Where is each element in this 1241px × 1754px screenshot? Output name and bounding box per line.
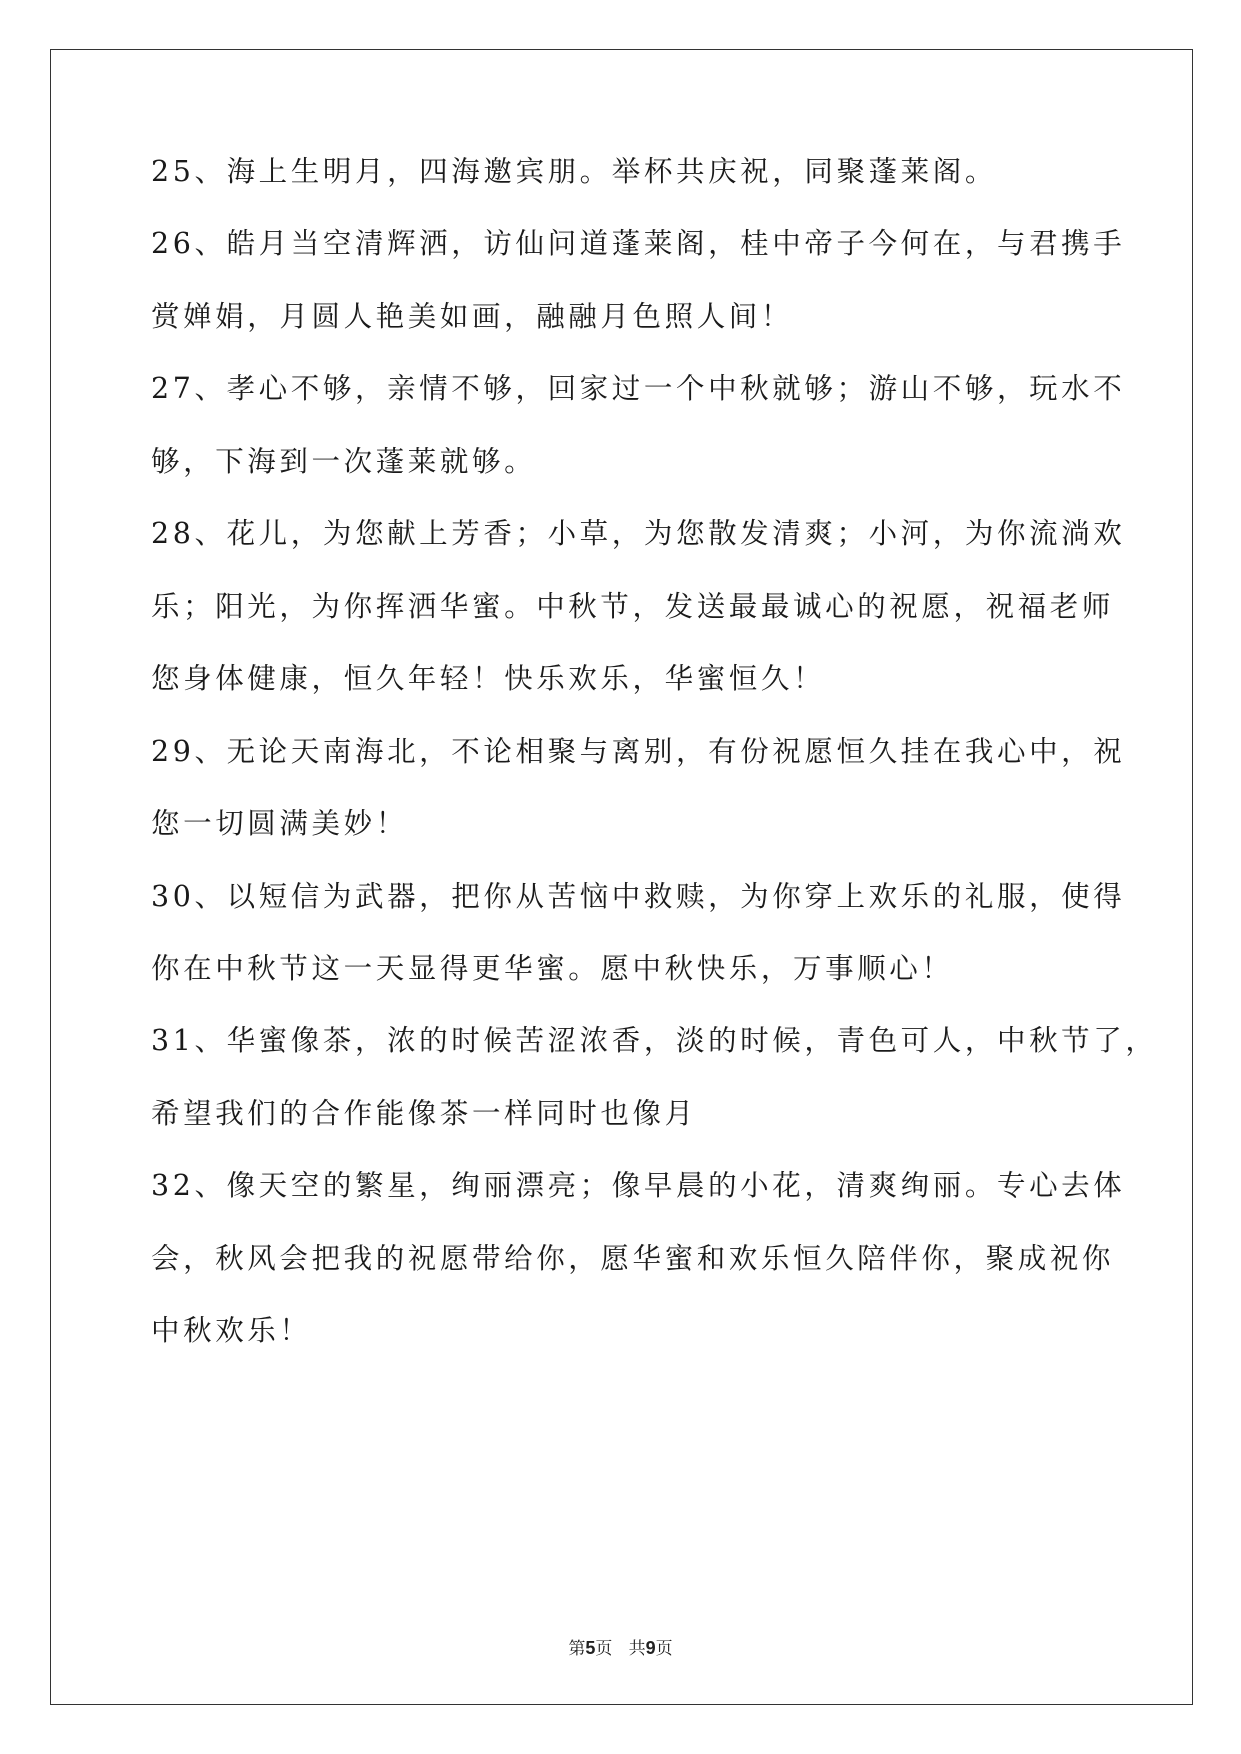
text-line: 27、孝心不够，亲情不够，回家过一个中秋就够；游山不够，玩水不 — [151, 372, 1126, 405]
text-line: 乐；阳光，为你挥洒华蜜。中秋节，发送最最诚心的祝愿，祝福老师 — [151, 590, 1115, 623]
text-line: 31、华蜜像茶，浓的时候苦涩浓香，淡的时候，青色可人，中秋节了， — [151, 1024, 1158, 1057]
text-line: 您身体健康，恒久年轻！快乐欢乐，华蜜恒久！ — [151, 662, 826, 695]
text-line: 您一切圆满美妙！ — [151, 807, 408, 840]
text-line: 中秋欢乐！ — [151, 1314, 312, 1347]
text-line: 你在中秋节这一天显得更华蜜。愿中秋快乐，万事顺心！ — [151, 952, 954, 985]
text-line: 32、像天空的繁星，绚丽漂亮；像早晨的小花，清爽绚丽。专心去体 — [151, 1169, 1126, 1202]
text-line: 29、无论天南海北，不论相聚与离别，有份祝愿恒久挂在我心中，祝 — [151, 735, 1126, 768]
text-line: 25、海上生明月，四海邀宾朋。举杯共庆祝，同聚蓬莱阁。 — [151, 155, 997, 188]
text-line: 希望我们的合作能像茶一样同时也像月 — [151, 1097, 697, 1130]
total-pages-number: 9 — [645, 1638, 656, 1658]
footer-prefix: 第 — [568, 1639, 586, 1659]
page-footer — [0, 1636, 1241, 1661]
text-line: 够，下海到一次蓬莱就够。 — [151, 445, 537, 478]
current-page-number: 5 — [585, 1638, 596, 1658]
footer-suffix: 页 — [655, 1639, 673, 1659]
footer-middle: 页 共 — [595, 1639, 646, 1659]
text-line: 26、皓月当空清辉洒，访仙问道蓬莱阁，桂中帝子今何在，与君携手 — [151, 227, 1126, 260]
text-line: 赏婵娟，月圆人艳美如画，融融月色照人间！ — [151, 300, 794, 333]
text-line: 30、以短信为武器，把你从苦恼中救赎，为你穿上欢乐的礼服，使得 — [151, 880, 1126, 913]
text-line: 会，秋风会把我的祝愿带给你，愿华蜜和欢乐恒久陪伴你，聚成祝你 — [151, 1242, 1115, 1275]
text-line: 28、花儿，为您献上芳香；小草，为您散发清爽；小河，为你流淌欢 — [151, 517, 1126, 550]
